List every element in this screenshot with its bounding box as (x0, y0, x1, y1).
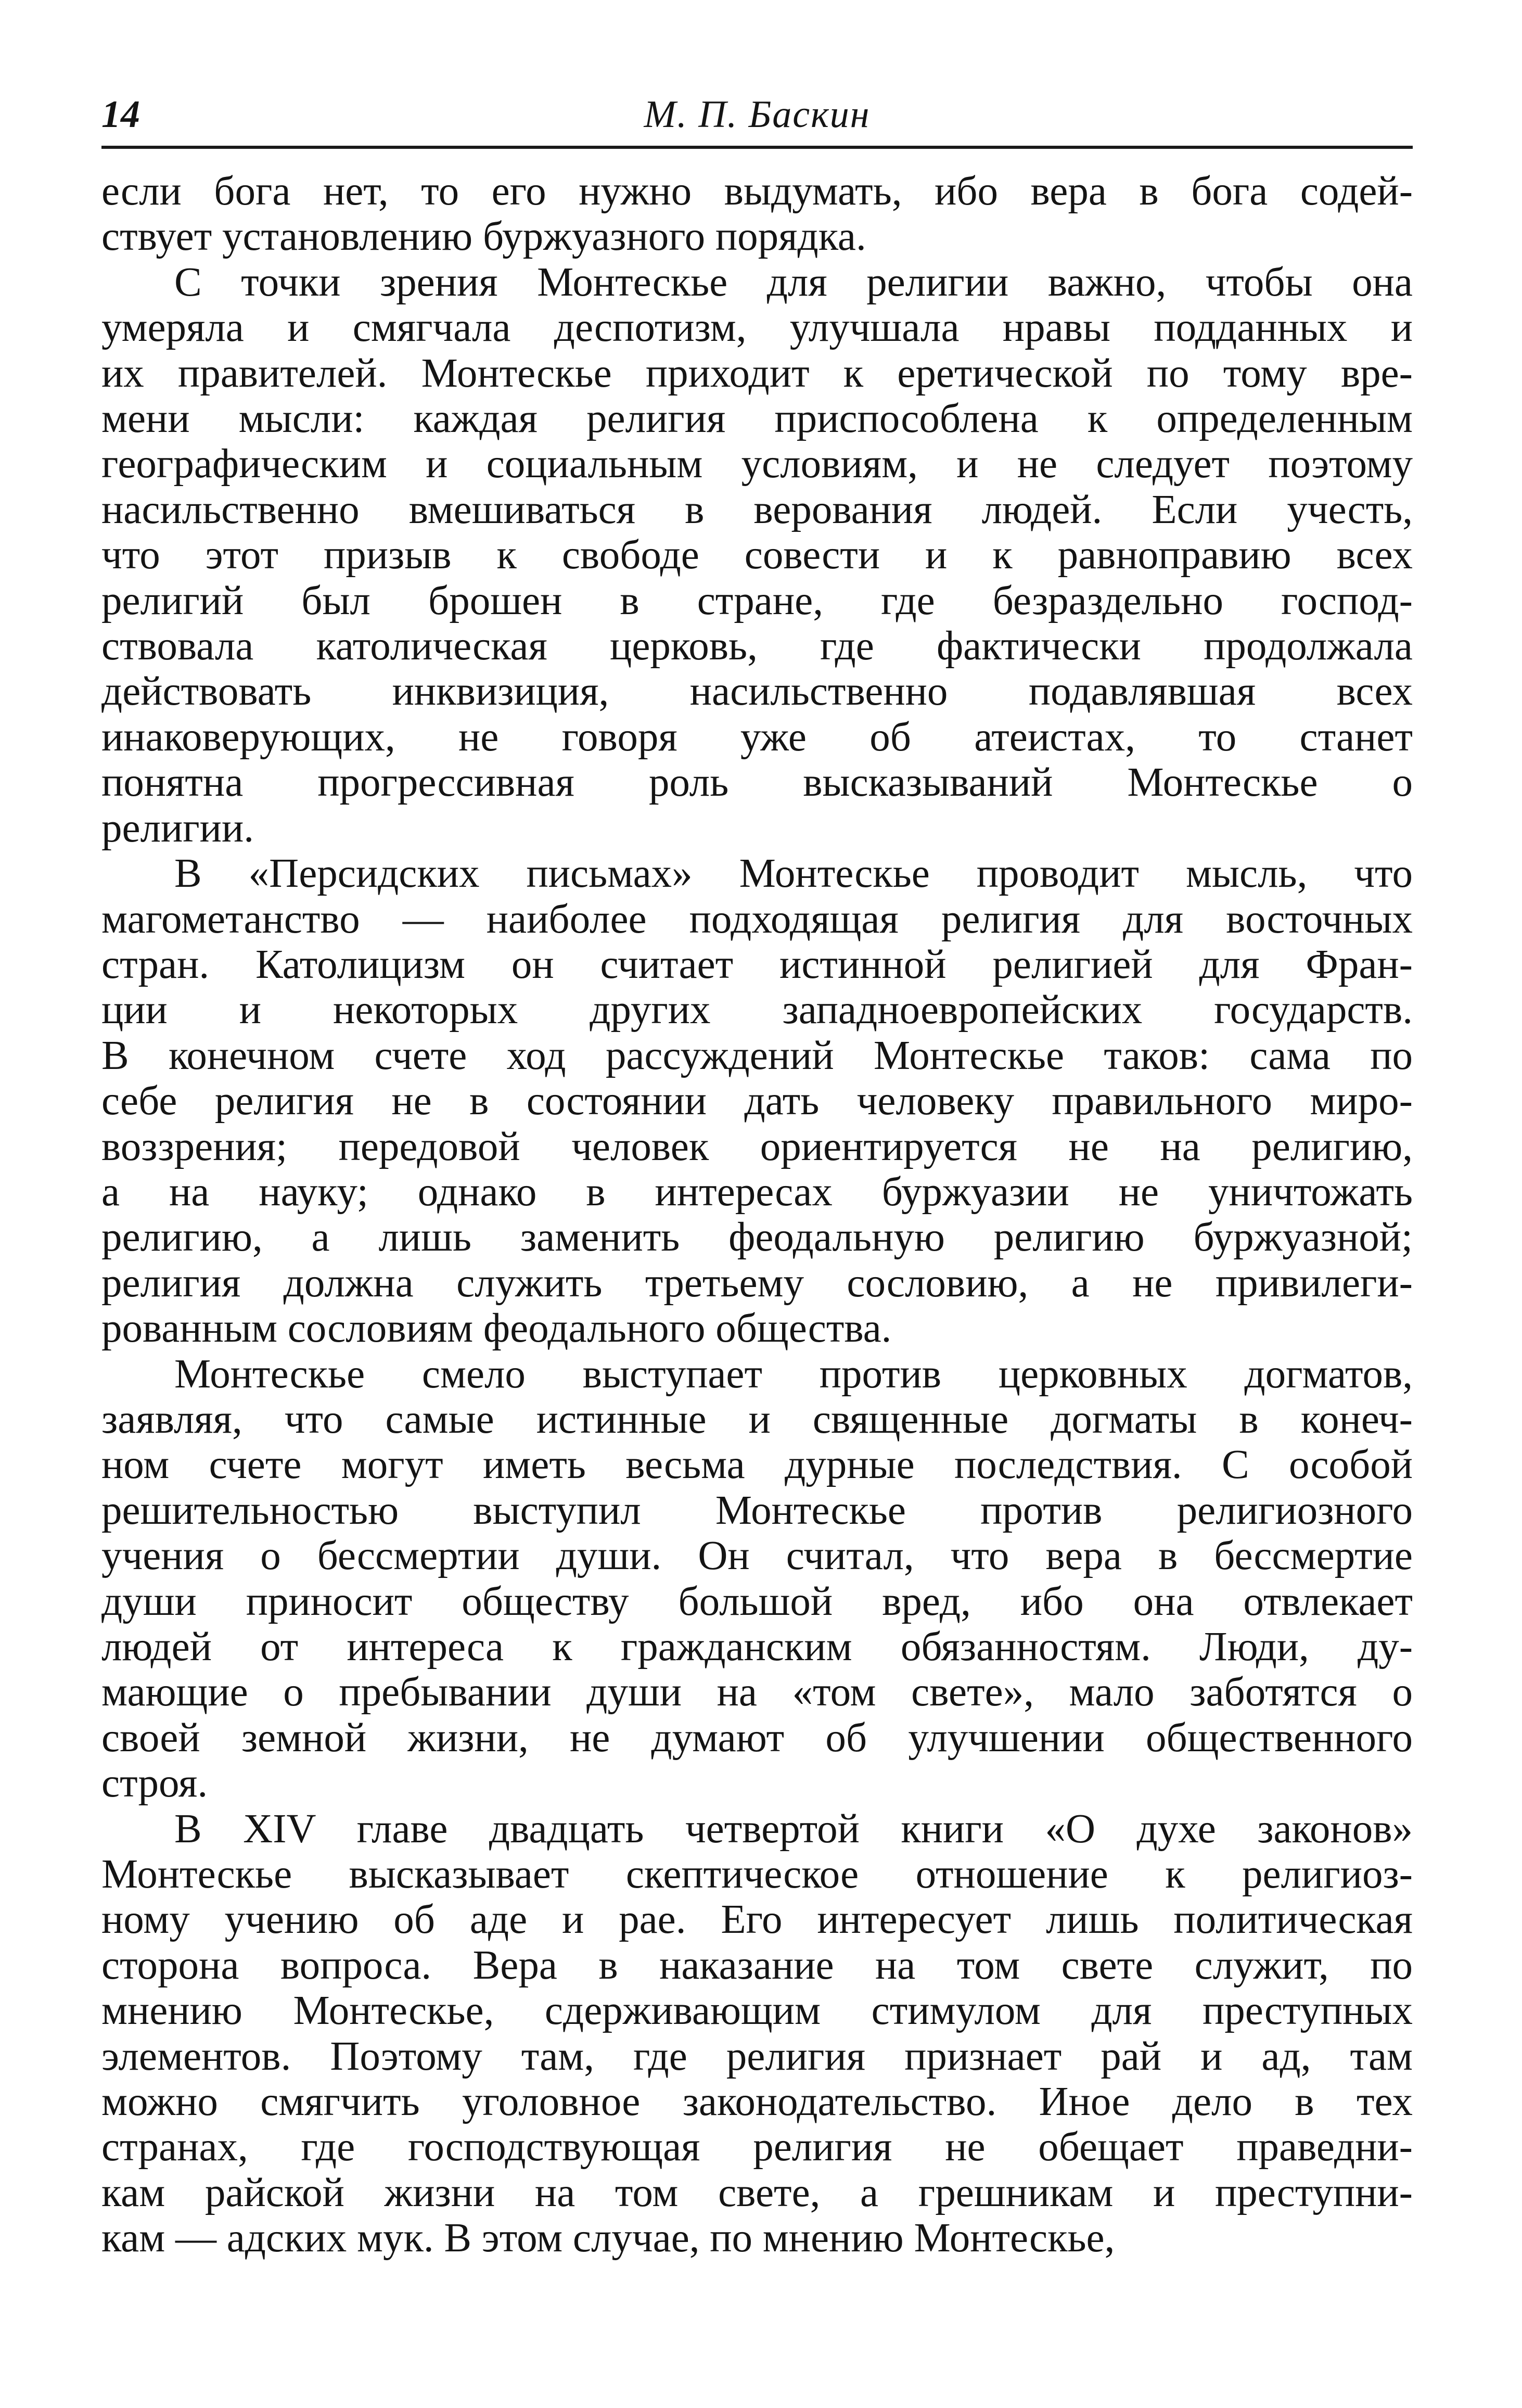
text-line: если бога нет, то его нужно выдумать, ибо вера в бога содей- (101, 169, 1413, 214)
text-line: сторона вопроса. Вера в наказание на том свете служит, по (101, 1942, 1413, 1988)
text-line: действовать инквизиция, насильственно подавлявшая всех (101, 669, 1413, 715)
text-line: ствует установлению буржуазного порядка. (101, 214, 866, 260)
text-line: умеряла и смягчала деспотизм, улучшала нравы подданных и (101, 305, 1413, 351)
text-line: инаковерующих, не говоря уже об атеистах, то станет (101, 714, 1413, 760)
text-line: кам — адских мук. В этом случае, по мнению Монтескье, (101, 2215, 1115, 2261)
text-line: насильственно вмешиваться в верования людей. Если учесть, (101, 487, 1413, 532)
paragraph (101, 1806, 1413, 2261)
text-line: географическим и социальным условиям, и не следует поэтому (101, 441, 1413, 487)
text-line: религии. (101, 805, 254, 851)
text-line: элементов. Поэтому там, где религия признает рай и ад, там (101, 2033, 1413, 2079)
text-line: Монтескье смело выступает против церковных догматов, (174, 1351, 1413, 1397)
text-line: понятна прогрессивная роль высказываний Монтескье о (101, 760, 1413, 806)
text-line: мени мысли: каждая религия приспособлена к определенным (101, 396, 1413, 442)
text-line: заявляя, что самые истинные и священные догматы в конеч- (101, 1396, 1413, 1442)
running-header-author: М. П. Баскин (644, 93, 871, 136)
page-number: 14 (101, 93, 140, 136)
text-line: ции и некоторых других западноевропейских государств. (101, 987, 1413, 1033)
text-line: решительностью выступил Монтескье против религиозного (101, 1487, 1413, 1533)
text-line: воззрения; передовой человек ориентируется не на религию, (101, 1124, 1413, 1169)
text-line: их правителей. Монтескье приходит к еретической по тому вре- (101, 350, 1413, 396)
text-line: рованным сословиям феодального общества. (101, 1306, 892, 1352)
text-line: ствовала католическая церковь, где фактически продолжала (101, 623, 1413, 669)
text-line: мнению Монтескье, сдерживающим стимулом для преступных (101, 1988, 1413, 2034)
text-line: ному учению об аде и рае. Его интересует лишь политическая (101, 1897, 1413, 1943)
text-line: а на науку; однако в интересах буржуазии не уничтожать (101, 1169, 1413, 1215)
paragraph (101, 1352, 1413, 1806)
book-page (101, 88, 1413, 2261)
text-line: людей от интереса к гражданским обязанностям. Люди, ду- (101, 1624, 1413, 1670)
running-header (101, 88, 1413, 149)
text-line: странах, где господствующая религия не обещает праведни- (101, 2124, 1413, 2170)
text-line: души приносит обществу большой вред, ибо она отвлекает (101, 1578, 1413, 1624)
text-line: В конечном счете ход рассуждений Монтескье таков: сама по (101, 1033, 1413, 1078)
text-line: В «Персидских письмах» Монтескье проводит мысль, что (174, 851, 1413, 897)
text-line: Монтескье высказывает скептическое отношение к религиоз- (101, 1852, 1413, 1897)
text-line: религий был брошен в стране, где безраздельно господ- (101, 578, 1413, 623)
text-line: религия должна служить третьему сословию, а не привилеги- (101, 1260, 1413, 1306)
paragraph (101, 851, 1413, 1351)
text-line: себе религия не в состоянии дать человеку правильного миро- (101, 1078, 1413, 1124)
text-line: учения о бессмертии души. Он считал, что вера в бессмертие (101, 1533, 1413, 1579)
text-line: строя. (101, 1761, 208, 1806)
text-line: С точки зрения Монтескье для религии важно, чтобы она (174, 259, 1413, 305)
text-line: В XIV главе двадцать четвертой книги «О духе законов» (174, 1806, 1413, 1852)
body-text (101, 169, 1413, 2261)
text-line: кам райской жизни на том свете, а грешникам и преступни- (101, 2170, 1413, 2215)
text-line: ном счете могут иметь весьма дурные последствия. С особой (101, 1442, 1413, 1488)
text-line: мающие о пребывании души на «том свете», мало заботятся о (101, 1670, 1413, 1715)
text-line: своей земной жизни, не думают об улучшении общественного (101, 1715, 1413, 1761)
text-line: можно смягчить уголовное законодательство. Иное дело в тех (101, 2079, 1413, 2125)
text-line: что этот призыв к свободе совести и к равноправию всех (101, 532, 1413, 578)
paragraph (101, 260, 1413, 851)
text-line: стран. Католицизм он считает истинной религией для Фран- (101, 941, 1413, 987)
paragraph (101, 169, 1413, 260)
text-line: религию, а лишь заменить феодальную религию буржуазной; (101, 1215, 1413, 1260)
text-line: магометанство — наиболее подходящая религия для восточных (101, 896, 1413, 942)
